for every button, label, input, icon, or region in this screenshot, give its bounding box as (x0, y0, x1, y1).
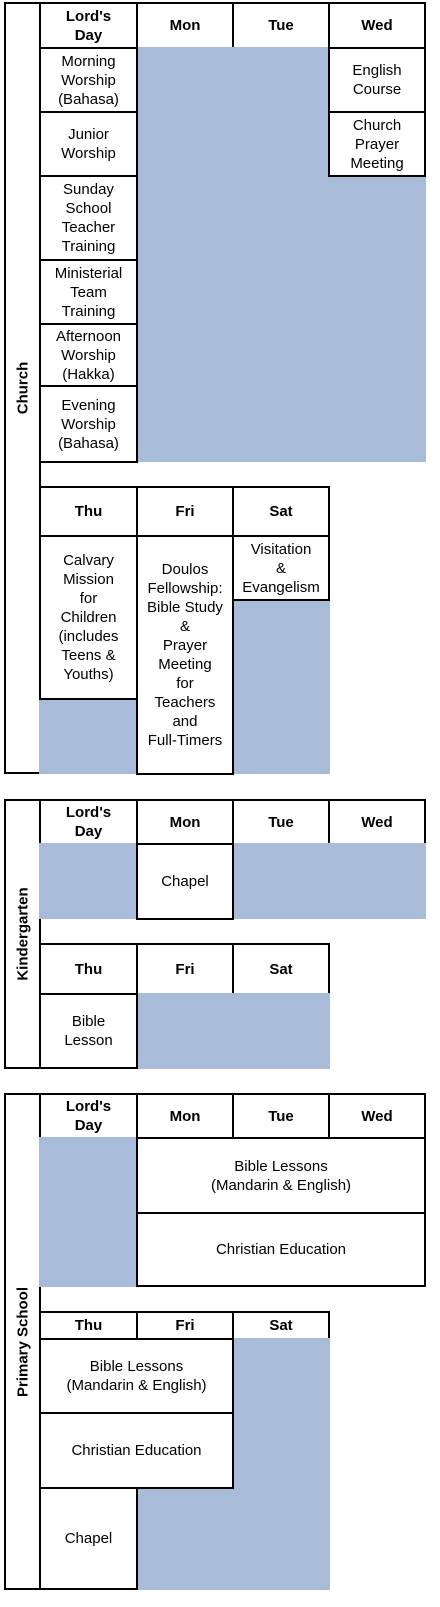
event-cell: Bible Lessons (Mandarin & English) (136, 1137, 426, 1214)
event-cell: Chapel (136, 843, 234, 920)
day-header-tue: Tue (232, 1093, 330, 1139)
day-header-lords-day: Lord's Day (39, 1093, 138, 1139)
day-header-mon: Mon (136, 1093, 234, 1139)
event-cell: Chapel (39, 1487, 138, 1590)
section-label-text: Kindergarten (14, 887, 31, 981)
section-label-text: Primary School (14, 1286, 31, 1397)
event-cell: Evening Worship (Bahasa) (39, 385, 138, 463)
day-header-mon: Mon (136, 799, 234, 845)
day-header-lords-day: Lord's Day (39, 2, 138, 49)
day-header-tue: Tue (232, 2, 330, 49)
day-header-thu: Thu (39, 486, 138, 537)
day-header-fri: Fri (136, 943, 234, 995)
day-header-sat: Sat (232, 1311, 330, 1340)
day-header-thu: Thu (39, 943, 138, 995)
event-cell: English Course (328, 47, 426, 113)
day-header-lords-day: Lord's Day (39, 799, 138, 845)
section-label-text: Church (14, 361, 31, 415)
event-cell: Ministerial Team Training (39, 259, 138, 325)
section-label-church (4, 2, 41, 774)
event-cell: Church Prayer Meeting (328, 111, 426, 177)
event-cell: Morning Worship (Bahasa) (39, 47, 138, 113)
event-cell: Christian Education (136, 1212, 426, 1287)
empty-slot (39, 698, 138, 774)
event-cell: Doulos Fellowship: Bible Study & Prayer Meeting for Teachers and Full-Timers (136, 535, 234, 775)
event-cell: Afternoon Worship (Hakka) (39, 323, 138, 387)
day-header-wed: Wed (328, 2, 426, 49)
empty-slot (39, 1137, 138, 1287)
section-label-primary-school (4, 1093, 41, 1590)
empty-slot (232, 599, 330, 774)
day-header-mon: Mon (136, 2, 234, 49)
day-header-fri: Fri (136, 1311, 234, 1340)
day-header-wed: Wed (328, 1093, 426, 1139)
event-cell: Junior Worship (39, 111, 138, 177)
event-cell: Christian Education (39, 1412, 234, 1489)
event-cell: Sunday School Teacher Training (39, 175, 138, 261)
day-header-thu: Thu (39, 1311, 138, 1340)
event-cell: Calvary Mission for Children (includes Teens & Youths) (39, 535, 138, 700)
event-cell: Bible Lesson (39, 993, 138, 1069)
day-header-tue: Tue (232, 799, 330, 845)
day-header-fri: Fri (136, 486, 234, 537)
event-cell: Bible Lessons (Mandarin & English) (39, 1338, 234, 1414)
day-header-sat: Sat (232, 943, 330, 995)
section-label-kindergarten (4, 799, 41, 1069)
day-header-wed: Wed (328, 799, 426, 845)
empty-slot (136, 993, 330, 1069)
event-cell: Visitation & Evangelism (232, 535, 330, 601)
day-header-sat: Sat (232, 486, 330, 537)
